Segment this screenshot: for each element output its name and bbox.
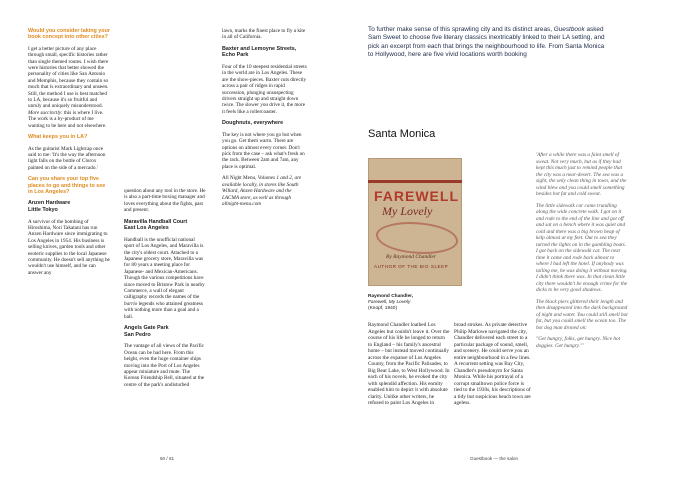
right-intro: To further make sense of this sprawling city and its distinct areas, Guestbook asked Sam Sweet to choose five literary classics inextricably linked to their LA setting, and pick an excerpt from each that brings the neighbourhood to life. From Santa Monica to Hollywood, here are five vivid locations worth booking (368, 26, 605, 59)
place-text-anzen: A survivor of the bombing of Hiroshima, Nori Takatani has run Anzen Hardware since immigrating to Los Angeles in 1954. His business is selling knives, garden tools and other esoteric supplies to the local Japanese community. He doesn't sell anything he wouldn't use himself, and he can answer any (28, 218, 110, 276)
section-title: Santa Monica (368, 128, 436, 140)
place-heading-angels-gate: Angels Gate Park San Pedro (124, 325, 169, 338)
book-cover-tagline: AUTHOR OF THE BIG SLEEP (374, 264, 449, 269)
place-heading-doughnuts: Doughnuts, everywhere (222, 120, 284, 127)
caption-publisher: (Knopf, 1940) (368, 306, 398, 312)
place-text-anzen-cont: question about any tool in the store. He is also a part-time boxing manager and loves everything about the fights, past and present. (124, 188, 206, 214)
question-1: Would you consider taking your book concept into other cities? (28, 28, 110, 41)
place-text-doughnuts: The key is not where you go but when you go. Get them warm. There are options on almost every corner. Don't pick from the case – ask what's fresh on the rack. Between 2am and 7am, any place is optimal. (222, 131, 305, 170)
right-page-folio: Guestbook — the salon (470, 456, 519, 461)
quote-para-2: The little sidewalk car came trundling along the wide concrete walk. I got on it and rode to the end of the line and got off and sat on a bench where it was quiet and cold and there was a big brown heap of kelp almost at my feet. Out to sea they turned the lights on in the gambling boats. I got back on the sidewalk car. The next time it came and rode back almost to where I had left the hotel. If anybody was tailing me, he was doing it without moving. I didn't think there was. In that clean little city there wouldn't be enough crime for the dicks to be very good shadows. (536, 202, 628, 293)
question-3: Can you share your top five places to go and things to see in Los Angeles? (28, 176, 106, 195)
book-caption (368, 294, 458, 313)
book-cover-figure (376, 222, 458, 254)
availability-note: All Night Menu, Volumes 1 and 2, are available locally, in stores like South Willard, Anzen Hardware and the LACMA store, as well as through allnight-menu.com (222, 175, 302, 207)
quote-para-1: 'After a while there was a faint smell of sweat. Not very much, but as if they had kept this much just to remind people that the city was a near-desert. The sea was a sight, the only clean thing in town, and the wind blew and you could smell something besides hot fat and cold sweat. (536, 152, 627, 197)
quote-para-3: The black piers glittered their length and then disappeared into the dark background of night and water. You could still smell hot fat, but you could smell the ocean too. The hot dog man droned on: (536, 298, 628, 331)
caption-author: Raymond Chandler, (368, 294, 414, 299)
place-heading-baxter: Baxter and Lemoyne Streets, Echo Park (222, 45, 297, 59)
left-column-3 (222, 28, 308, 212)
place-text-baxter: Four of the 10 steepest residential streets in the world are in Los Angeles. These are the show-pieces. Baxter cuts directly across a pair of ridges in rapid succession, plunging unsuspecting drivers straight up and straight down twice. The slower you drive it, the more it feels like a rollercoaster. (222, 64, 307, 115)
quote-para-4: "Get hungry, folks, get hungry. Nice hot doggies. Get hungry."' (536, 336, 621, 349)
right-body-col-2: broad strokes. As private detective Philip Marlowe navigated the city, Chandler delivered each street to a particular package of sound, smell, and scenery. He could serve you an entire neighbourhood in a few lines. A recurrent setting was Bay City, Chandler's pseudonym for Santa Monica. While his portrayal of a corrupt smalltown police force is tied to the 1930s, his descriptions of a tidy but suspicious beach town are ageless. (454, 322, 531, 406)
answer-1: I get a better picture of any place through small, specific histories rather than single themed routes. I wish there were histories that better showed the personality of cities like San Antonio and Memphis, because they contain so much that is extraordinary and unseen. Still, the method I use is best matched to LA, because it's so fruitful and unruly and uniquely misunderstood. More succinctly: this is where I live. The work is a by-product of me wanting to be here and not elsewhere. (28, 45, 109, 129)
left-column-2 (124, 188, 206, 393)
place-text-angels-gate: The vantage of all views of the Pacific Ocean can be had here. From this height, even the huge container ships moving into the Port of Los Angeles appear miniature and mute. The Korean Friendship Bell, situated at the centre of the park's undisturbed (124, 343, 205, 388)
book-cover-author: By Raymond Chandler (386, 254, 437, 260)
right-body-col-1: Raymond Chandler loathed Los Angeles but couldn't leave it. Over the course of his life he longed to return to England – his family's ancestral home – but instead moved continually across the expanse of Los Angeles County, from the Pacific Palisades, to Big Bear Lake, to West Hollywood. In each of his novels, he evoked the city with splendid affection. His enmity enabled him to depict it with absolute clarity. Unlike other writers, he refused to paint Los Angeles in (368, 322, 450, 406)
place-heading-anzen: Anzen Hardware Little Tokyo (28, 200, 71, 213)
left-column-1 (28, 28, 110, 281)
book-cover-title: FAREWELL (374, 188, 459, 204)
place-heading-maravilla: Maravilla Handball Court East Los Angeles (124, 218, 188, 232)
answer-2: As the guitarist Mark Lightcap once said to me: 'It's the way the afternoon light falls on the bottle of Clorox painted on the side of a mercado.' (28, 145, 106, 171)
left-page-folio: 60 / 61 (160, 456, 175, 461)
book-cover-subtitle: My Lovely (382, 204, 433, 218)
excerpt-quote (536, 152, 628, 354)
caption-title: Farewell, My Lovely (368, 300, 411, 306)
place-text-maravilla: Handball is the unofficial national sport of Los Angeles, and Maravilla is the city's oldest court. Attached to a Japanese grocery store, Maravilla was for 80 years a meeting place for Japanese- and Mexican-Americans. Though the various competitions have since moved to Bristow Park in nearby Commerce, a wall of elegant calligraphy records the names of the barrio legends who attained greatness with nothing more than a goal and a ball. (124, 236, 205, 320)
place-text-angels-gate-cont: lawn, marks the finest place to fly a kite in all of California. (222, 28, 306, 41)
question-2: What keeps you in LA? (28, 134, 88, 141)
book-cover-image (368, 158, 462, 286)
